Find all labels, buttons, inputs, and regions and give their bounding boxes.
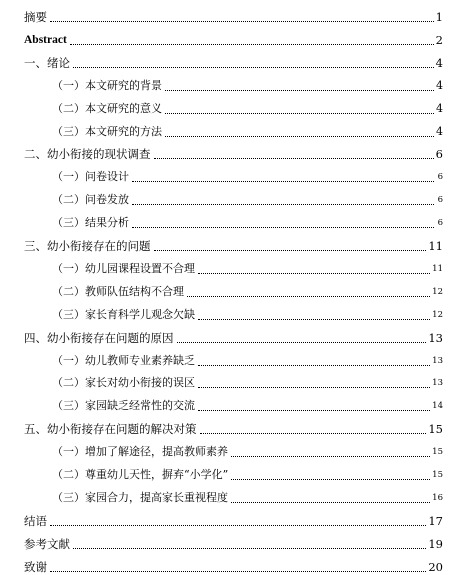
toc-entry[interactable] [0, 254, 449, 277]
toc-dot-leader [231, 479, 430, 480]
toc-entry[interactable] [0, 162, 449, 185]
toc-entry[interactable] [0, 139, 449, 162]
toc-entry-title: 摘要 [24, 10, 47, 24]
toc-entry-title: （三）结果分析 [52, 216, 129, 230]
toc-entry-title: 一、绪论 [24, 55, 70, 70]
toc-entry[interactable] [0, 300, 449, 323]
toc-dot-leader [198, 273, 430, 274]
toc-entry[interactable] [0, 208, 449, 231]
toc-dot-leader [165, 90, 434, 91]
toc-dot-leader [50, 525, 426, 526]
toc-entry-page-number: 17 [428, 513, 443, 528]
toc-entry-title: （一）增加了解途径，提高教师素养 [52, 445, 228, 459]
toc-entry-title: （一）幼儿教师专业素养缺乏 [52, 353, 195, 367]
toc-entry-page-number: 13 [432, 378, 443, 389]
toc-entry[interactable] [0, 25, 449, 48]
toc-entry-title: 致谢 [24, 559, 47, 574]
toc-entry-page-number: 6 [437, 195, 443, 206]
toc-entry-title: （三）家园缺乏经常性的交流 [52, 399, 195, 413]
toc-entry-page-number: 6 [437, 172, 443, 183]
toc-entry[interactable] [0, 185, 449, 208]
toc-dot-leader [231, 502, 430, 503]
toc-dot-leader [198, 365, 430, 366]
toc-entry-page-number: 4 [436, 124, 443, 138]
toc-entry-page-number: 15 [428, 422, 443, 437]
toc-entry-page-number: 12 [432, 286, 443, 297]
toc-entry-title: （三）家园合力，提高家长重视程度 [52, 490, 228, 504]
toc-dot-leader [50, 21, 434, 22]
toc-entry-title: （二）教师队伍结构不合理 [52, 284, 184, 298]
toc-entry-page-number: 4 [436, 101, 443, 115]
toc-entry-page-number: 13 [432, 355, 443, 366]
toc-entry[interactable] [0, 346, 449, 369]
toc-dot-leader [132, 181, 434, 182]
toc-entry-title: （二）尊重幼儿天性，摒弃“小学化” [52, 468, 229, 481]
toc-entry-page-number: 15 [432, 470, 443, 480]
toc-entry-page-number: 6 [437, 218, 443, 229]
toc-entry-page-number: 20 [428, 559, 443, 574]
toc-dot-leader [132, 204, 434, 205]
toc-entry-title: 二、幼小衔接的现状调查 [24, 147, 151, 162]
toc-dot-leader [50, 571, 426, 572]
toc-dot-leader [187, 296, 430, 297]
toc-dot-leader [154, 158, 434, 159]
toc-entry-title: 参考文献 [24, 536, 70, 551]
toc-dot-leader [154, 250, 427, 251]
toc-dot-leader [198, 387, 430, 388]
toc-entry[interactable] [0, 460, 449, 483]
toc-entry-title: （一）本文研究的背景 [52, 78, 162, 92]
toc-entry[interactable] [0, 277, 449, 300]
toc-entry[interactable] [0, 2, 449, 25]
toc-entry-title: 五、幼小衔接存在问题的解决对策 [24, 422, 197, 437]
toc-entry-page-number: 14 [432, 401, 443, 412]
toc-entry[interactable] [0, 368, 449, 391]
toc-entry-title: 三、幼小衔接存在的问题 [24, 239, 151, 253]
toc-entry-page-number: 13 [428, 330, 443, 345]
toc-entry-title: （三）家长育科学儿观念欠缺 [52, 307, 195, 321]
toc-entry-page-number: 15 [432, 447, 443, 458]
toc-entry[interactable] [0, 48, 449, 71]
toc-entry[interactable] [0, 117, 449, 140]
toc-entry-title: （二）家长对幼小衔接的误区 [52, 376, 195, 390]
toc-dot-leader [165, 113, 434, 114]
toc-entry-page-number: 2 [435, 32, 443, 47]
toc-dot-leader [198, 410, 430, 411]
toc-entry[interactable] [0, 94, 449, 117]
toc-entry-page-number: 19 [428, 536, 443, 551]
toc-entry-title: （三）本文研究的方法 [52, 124, 162, 138]
toc-entry-title: （一）幼儿园课程设置不合理 [52, 261, 195, 275]
toc-entry-page-number: 11 [428, 239, 443, 253]
toc-entry-title: Abstract [24, 33, 67, 46]
toc-entry-page-number: 12 [432, 309, 443, 320]
toc-dot-leader [70, 44, 434, 45]
toc-entry-page-number: 4 [435, 55, 443, 70]
toc-entry-title: （二）本文研究的意义 [52, 101, 162, 115]
toc-dot-leader [73, 67, 434, 68]
toc-dot-leader [198, 319, 430, 320]
toc-entry[interactable] [0, 552, 449, 575]
toc-dot-leader [200, 433, 427, 434]
toc-entry[interactable] [0, 529, 449, 552]
toc-entry-title: 结语 [24, 513, 47, 528]
toc-entry-page-number: 1 [435, 10, 443, 24]
toc-entry[interactable] [0, 506, 449, 529]
toc-dot-leader [177, 342, 427, 343]
toc-entry[interactable] [0, 437, 449, 460]
toc-dot-leader [231, 456, 430, 457]
toc-entry-page-number: 6 [435, 147, 443, 162]
toc-entry[interactable] [0, 231, 449, 254]
toc-entry[interactable] [0, 483, 449, 506]
toc-entry-title: 四、幼小衔接存在问题的原因 [24, 330, 174, 345]
toc-dot-leader [165, 136, 434, 137]
toc-entry-page-number: 11 [432, 263, 443, 274]
toc-entry-title: （一）问卷设计 [52, 170, 129, 184]
toc-entry[interactable] [0, 391, 449, 414]
toc-entry-page-number: 4 [436, 78, 443, 92]
toc-entry-title: （二）问卷发放 [52, 193, 129, 207]
toc-dot-leader [132, 227, 434, 228]
toc-entry[interactable] [0, 323, 449, 346]
toc-entry-page-number: 16 [432, 492, 443, 503]
toc-entry[interactable] [0, 414, 449, 437]
toc-entry[interactable] [0, 71, 449, 94]
toc-dot-leader [73, 548, 426, 549]
